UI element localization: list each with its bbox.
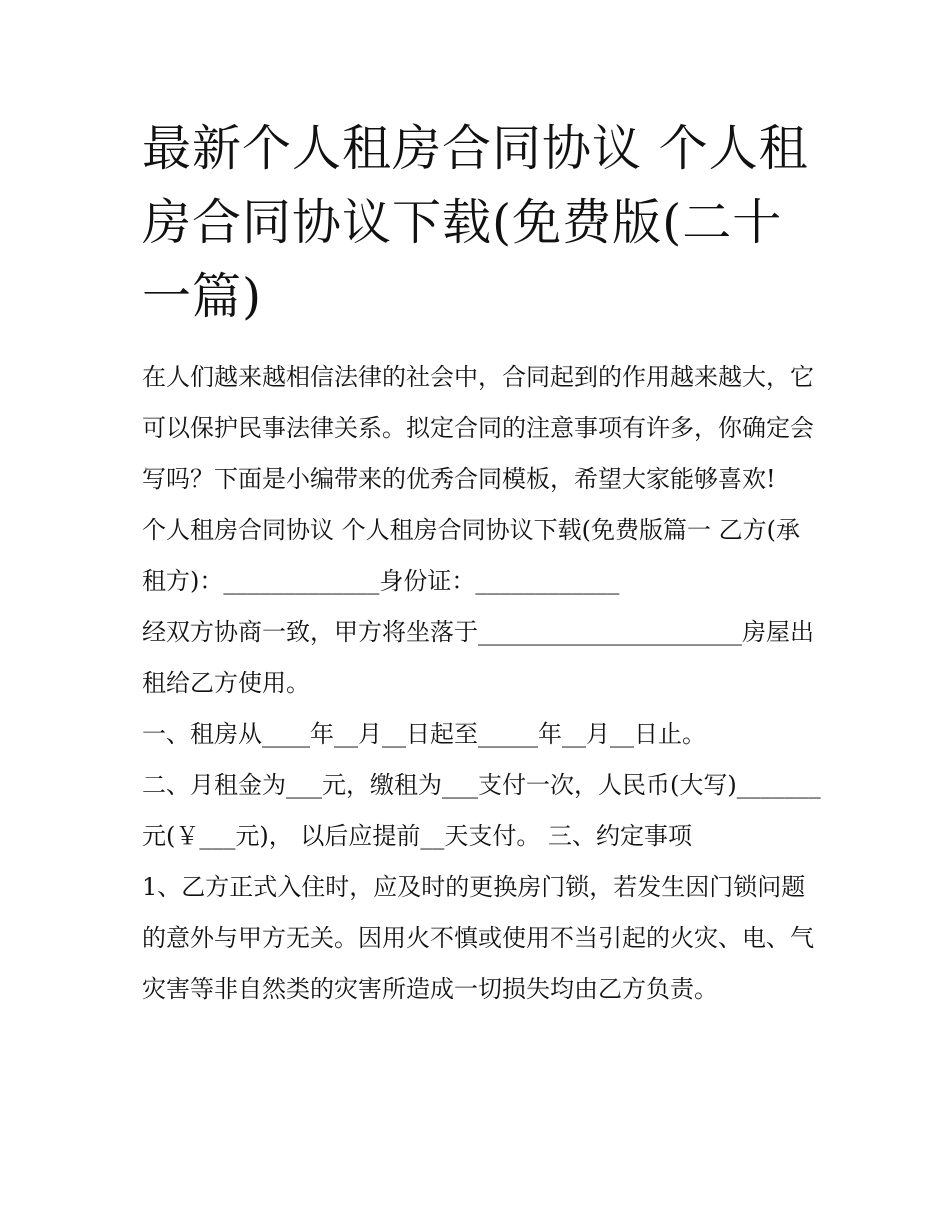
section-heading-paragraph: 个人租房合同协议 个人租房合同协议下载(免费版篇一 乙方(承租方)：_____________身份证：____________: [142, 516, 800, 595]
clause-one-paragraph: 1、乙方正式入住时，应及时的更换房门锁，若发生因门锁问题的意外与甲方无关。因用火不慎或使用不当引起的火灾、电、气灾害等非自然类的灾害所造成一切损失均由乙方负责。: [142, 873, 814, 1003]
lease-term-paragraph: 一、租房从____年__月__日起至_____年__月__日止。: [142, 720, 706, 748]
intro-paragraph: 在人们越来越相信法律的社会中，合同起到的作用越来越大，它可以保护民事法律关系。拟定合同的注意事项有许多，你确定会写吗？下面是小编带来的优秀合同模板，希望大家能够喜欢!: [142, 363, 814, 493]
rent-paragraph: 二、月租金为___元，缴租为___支付一次，人民币(大写)_______元(￥___元)， 以后应提前__天支付。 三、约定事项: [142, 771, 821, 850]
document-body: [142, 352, 822, 1015]
property-location-paragraph: 经双方协商一致，甲方将坐落于______________________房屋出租给乙方使用。: [142, 618, 814, 697]
document-page: [142, 112, 822, 1015]
document-title: 最新个人租房合同协议 个人租房合同协议下载(免费版(二十一篇): [142, 120, 809, 325]
